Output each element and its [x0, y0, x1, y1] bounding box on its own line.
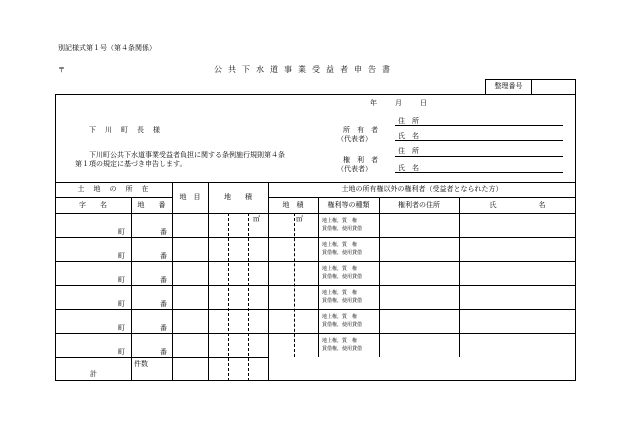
owner-name-field[interactable] [422, 130, 562, 140]
row-ban-suffix: 番 [160, 228, 167, 236]
row-right-type-1: 地上権，質 権 [322, 290, 358, 296]
row-town-suffix: 町 [118, 348, 125, 356]
row-right-type-1: 地上権，質 権 [322, 218, 358, 224]
land-location-header: 土 地 の 所 在 [77, 185, 150, 193]
chiban-header: 地 番 [137, 201, 166, 209]
right-holder-address-label: 住 所 [398, 147, 419, 155]
form-number: 別記様式第１号（第４条関係） [58, 44, 156, 52]
row-right-type-2: 賃借権，使用貸借 [322, 250, 363, 256]
aza-header: 字 名 [79, 201, 107, 209]
date-month: 月 [395, 99, 402, 107]
date-day: 日 [420, 99, 427, 107]
row-town-suffix: 町 [118, 276, 125, 284]
date-year: 年 [370, 99, 377, 107]
holder-name-header: 氏 名 [489, 201, 546, 209]
recipient: 下 川 町 長 様 [89, 126, 161, 134]
row-right-type-2: 賃借権，使用貸借 [322, 346, 363, 352]
other-rights-header: 土地の所有権以外の権利者（受益者となられた方） [341, 185, 503, 193]
total-label: 計 [90, 370, 97, 378]
body-text-line1: 下川町公共下水道事業受益者負担に関する条例施行規則第４条 [89, 151, 285, 159]
count-label: 件数 [134, 360, 148, 368]
right-holder-name-label: 氏 名 [398, 164, 419, 172]
owner-name-label: 氏 名 [398, 132, 419, 140]
row-town-suffix: 町 [118, 300, 125, 308]
chiseki-unit: ㎡ [253, 215, 260, 223]
row-ban-suffix: 番 [160, 300, 167, 308]
owner-rep-label: （代表者） [337, 135, 372, 143]
area-unit: ㎡ [296, 215, 303, 223]
row-ban-suffix: 番 [160, 252, 167, 260]
right-holder-rep-label: （代表者） [337, 165, 372, 173]
chiseki-header: 地 積 [224, 193, 252, 201]
area-header: 地 積 [282, 201, 304, 209]
owner-address-field[interactable] [422, 115, 562, 125]
row-right-type-1: 地上権，質 権 [322, 338, 358, 344]
row-right-type-2: 賃借権，使用貸借 [322, 298, 363, 304]
row-ban-suffix: 番 [160, 324, 167, 332]
owner-label: 所 有 者 [343, 126, 378, 134]
row-right-type-2: 賃借権，使用貸借 [322, 274, 363, 280]
row-town-suffix: 町 [118, 228, 125, 236]
seiri-number-field[interactable] [532, 80, 575, 94]
holder-address-header: 権利者の住所 [398, 201, 440, 209]
right-holder-label: 権 利 者 [343, 156, 378, 164]
right-holder-name-field[interactable] [422, 162, 562, 172]
chimoku-header: 地 目 [179, 193, 201, 201]
right-type-header: 権利等の種類 [327, 201, 370, 209]
owner-address-label: 住 所 [398, 117, 419, 125]
row-right-type-2: 賃借権，使用貸借 [322, 322, 363, 328]
row-ban-suffix: 番 [160, 276, 167, 284]
row-right-type-1: 地上権，質 権 [322, 242, 358, 248]
postal-mark: 〒 [58, 66, 65, 74]
row-right-type-1: 地上権，質 権 [322, 314, 358, 320]
body-text-line2: 第１項の規定に基づき申告します。 [75, 160, 187, 168]
row-town-suffix: 町 [118, 252, 125, 260]
right-holder-address-field[interactable] [422, 145, 562, 155]
document-title: 公共下水道事業受益者申告書 [214, 65, 396, 74]
row-ban-suffix: 番 [160, 348, 167, 356]
row-town-suffix: 町 [118, 324, 125, 332]
row-right-type-1: 地上権，質 権 [322, 266, 358, 272]
row-right-type-2: 賃借権，使用貸借 [322, 226, 363, 232]
seiri-label: 整理番号 [494, 82, 523, 90]
